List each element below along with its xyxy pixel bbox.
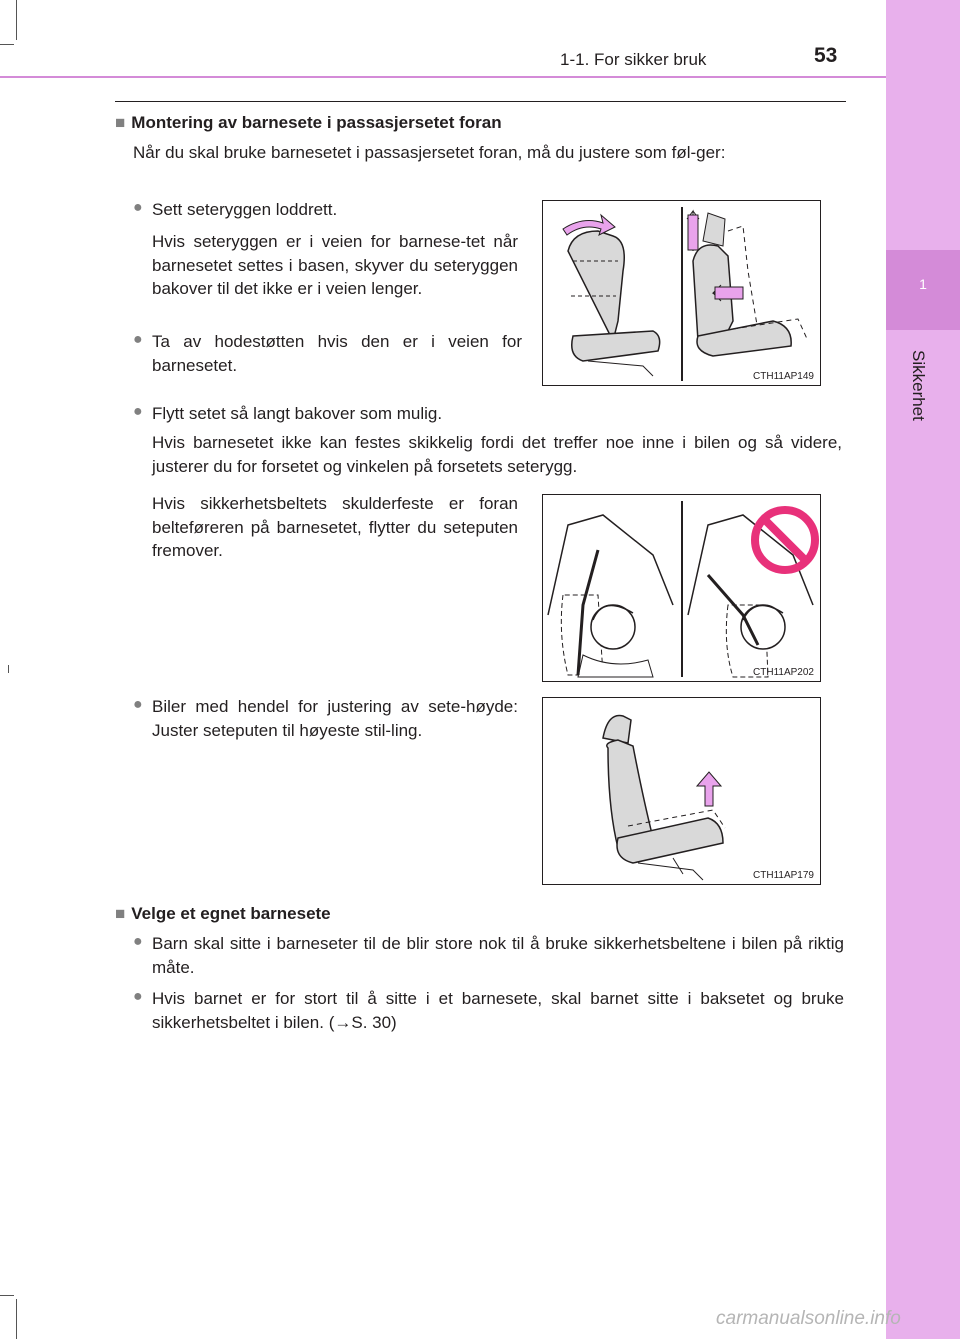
square-bullet-icon: ■ [115, 113, 126, 132]
round-bullet-icon: ● [133, 199, 143, 216]
bullet-title: Sett seteryggen loddrett. [152, 200, 338, 219]
bullet-text: Hvis barnet er for stort til å sitte i et barnesete, skal barnet sitte i baksetet og bruke sikkerhetsbeltet i bilen. (→S. 30) [152, 989, 844, 1032]
figure-code: CTH11AP179 [753, 870, 814, 881]
crop-mark [0, 44, 14, 45]
round-bullet-icon: ● [133, 933, 143, 950]
figure-seat-adjust [542, 200, 821, 386]
round-bullet-icon: ● [133, 988, 143, 1005]
bullet-title: Ta av hodestøtten hvis den er i veien for barnesetet. [152, 332, 522, 375]
intro-paragraph: Når du skal bruke barnesetet i passasjersetet foran, må du justere som føl-ger: [133, 143, 726, 162]
seat-height-illustration [543, 698, 820, 884]
watermark: carmanualsonline.info [716, 1308, 901, 1329]
figure-child-seatbelt [542, 494, 821, 682]
header-rule [0, 76, 886, 78]
section-heading [115, 113, 502, 133]
crop-mark [8, 665, 9, 673]
seat-back-illustration [543, 201, 820, 385]
round-bullet-icon: ● [133, 331, 143, 348]
section-heading-text: Montering av barnesete i passasjersetet foran [131, 113, 502, 132]
content-rule [115, 101, 846, 102]
section-title: 1-1. For sikker bruk [560, 50, 707, 69]
bullet-title: Flytt setet så langt bakover som mulig. [152, 404, 443, 423]
bullet-body: Hvis barnesetet ikke kan festes skikkelig fordi det treffer noe inne i bilen og så videre, justerer du for forsetet og vinkelen på forsetets seterygg. [152, 433, 842, 476]
section-heading [115, 904, 331, 924]
bullet-body: Hvis seteryggen er i veien for barnese-tet når barnesetet settes i basen, skyver du seteryggen bakover til det ikke er i veien lenger. [152, 232, 518, 298]
crop-mark [0, 1295, 14, 1296]
figure-code: CTH11AP149 [753, 371, 814, 382]
bullet-body: Hvis sikkerhetsbeltets skulderfeste er foran belteføreren på barnesetet, flytter du seteputen fremover. [152, 494, 518, 560]
section-heading-text: Velge et egnet barnesete [131, 904, 331, 923]
figure-code: CTH11AP202 [753, 667, 814, 678]
crop-mark [16, 0, 17, 40]
bullet-title: Biler med hendel for justering av sete-høyde: Juster seteputen til høyeste stil-ling. [152, 697, 518, 740]
square-bullet-icon: ■ [115, 904, 126, 923]
chapter-label: Sikkerhet [909, 350, 928, 421]
chapter-sidebar [886, 0, 960, 1339]
round-bullet-icon: ● [133, 696, 143, 713]
child-seatbelt-illustration [543, 495, 820, 681]
chapter-number: 1 [919, 276, 927, 292]
round-bullet-icon: ● [133, 403, 143, 420]
bullet-text: Barn skal sitte i barneseter til de blir store nok til å bruke sikkerhetsbeltene i bilen på riktig måte. [152, 934, 844, 977]
page-number: 53 [814, 44, 838, 67]
figure-seat-height [542, 697, 821, 885]
crop-mark [16, 1299, 17, 1339]
